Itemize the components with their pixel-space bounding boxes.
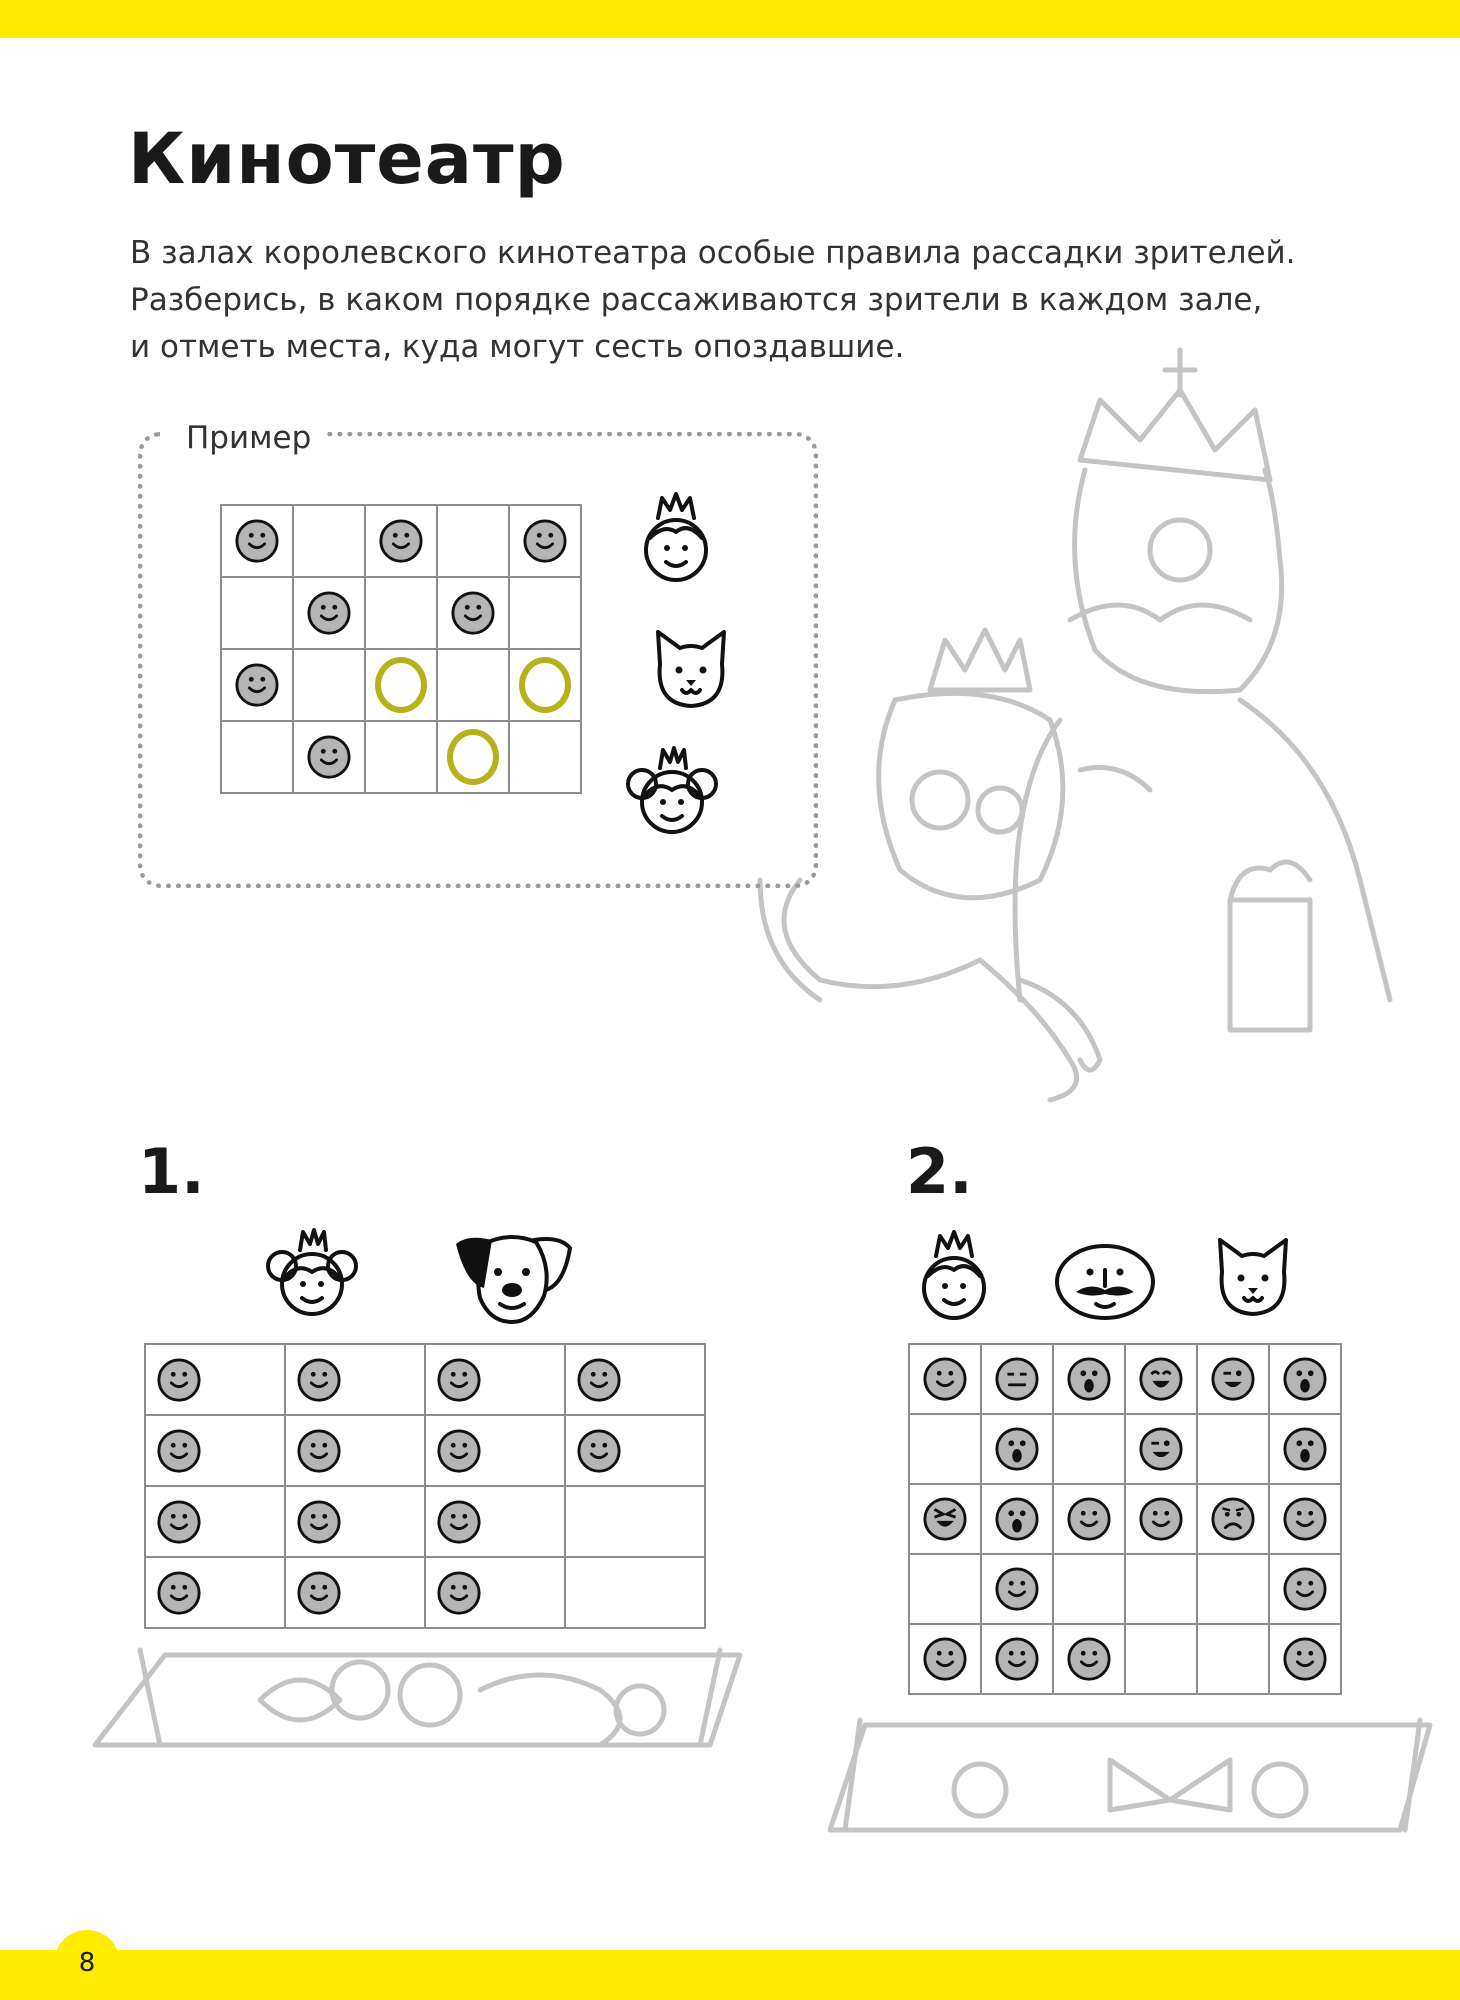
- seat: [509, 649, 581, 721]
- seat-content: [294, 578, 364, 648]
- viewer-face-icon: [994, 1426, 1040, 1472]
- seat: [285, 1557, 425, 1628]
- seat: [1053, 1484, 1125, 1554]
- seat: [425, 1557, 565, 1628]
- cat-tail-outline: [1020, 980, 1100, 1070]
- viewer-face-icon: [1282, 1356, 1328, 1402]
- seat: [437, 505, 509, 577]
- seat-row: [221, 577, 581, 649]
- king-crown-outline: [1080, 390, 1270, 480]
- seat: [365, 577, 437, 649]
- seat: [145, 1557, 285, 1628]
- viewer-face-icon: [1282, 1636, 1328, 1682]
- seat-content: [438, 506, 508, 576]
- seat-content: [910, 1415, 980, 1483]
- example-seat-grid: [220, 504, 582, 794]
- seat-row: [221, 649, 581, 721]
- viewer-face-icon: [436, 1570, 482, 1616]
- seat: [437, 577, 509, 649]
- task-number: 1.: [138, 1135, 205, 1208]
- seat: [1053, 1344, 1125, 1414]
- screen-1-shape: [480, 1675, 620, 1745]
- seat-content: [1054, 1415, 1124, 1483]
- seat-content: [146, 1345, 294, 1414]
- seat-content: [366, 578, 436, 648]
- seat-content: [982, 1555, 1052, 1623]
- viewer-face-icon: [156, 1570, 202, 1616]
- viewer-face-icon: [922, 1356, 968, 1402]
- prince-face-icon: [914, 1226, 994, 1330]
- seat: [293, 649, 365, 721]
- seat: [145, 1344, 285, 1415]
- seat-content: [510, 578, 580, 648]
- seat: [565, 1557, 705, 1628]
- seat: [1053, 1414, 1125, 1484]
- seat: [221, 505, 293, 577]
- screen-1-eye-b: [400, 1665, 460, 1725]
- seat-content: [510, 722, 580, 792]
- seat-content: [426, 1416, 574, 1485]
- seat: [221, 577, 293, 649]
- seat: [1125, 1344, 1197, 1414]
- prince-eye-left: [912, 772, 968, 828]
- seat: [221, 649, 293, 721]
- seat: [1125, 1484, 1197, 1554]
- seat-content: [566, 1558, 704, 1627]
- task-number: 2.: [906, 1135, 973, 1208]
- princess-face-icon: [262, 1222, 362, 1326]
- seat-row: [909, 1554, 1341, 1624]
- instruction-line: В залах королевского кинотеатра особые правила рассадки зрителей.: [130, 235, 1296, 271]
- seat: [1197, 1414, 1269, 1484]
- seat: [145, 1415, 285, 1486]
- seat-content: [910, 1555, 980, 1623]
- seat-content: [366, 506, 436, 576]
- seat-content: [294, 650, 364, 720]
- seat-content: [1198, 1345, 1268, 1413]
- king-body-outline: [1015, 700, 1390, 1000]
- viewer-face-icon: [1066, 1496, 1112, 1542]
- seat-content: [1126, 1485, 1196, 1553]
- seat: [425, 1415, 565, 1486]
- seat: [1053, 1554, 1125, 1624]
- seat-content: [1270, 1415, 1340, 1483]
- viewer-face-icon: [522, 518, 568, 564]
- seat: [909, 1484, 981, 1554]
- seat: [437, 649, 509, 721]
- seat: [565, 1344, 705, 1415]
- instruction-line: Разберись, в каком порядке рассаживаются зрители в каждом зале,: [130, 282, 1263, 318]
- seat-row: [909, 1624, 1341, 1694]
- seat: [981, 1344, 1053, 1414]
- king-mustache-outline: [1070, 605, 1250, 620]
- seat: [981, 1414, 1053, 1484]
- seat: [285, 1415, 425, 1486]
- viewer-face-icon: [306, 590, 352, 636]
- viewer-face-icon: [296, 1357, 342, 1403]
- answer-seat-marker: [375, 657, 427, 713]
- screen-2-paw-left: [954, 1764, 1006, 1816]
- seat: [1125, 1554, 1197, 1624]
- screen-2-paw-right: [1254, 1764, 1306, 1816]
- seat-content: [566, 1345, 714, 1414]
- seat: [365, 649, 437, 721]
- seat: [1197, 1484, 1269, 1554]
- seat-content: [286, 1558, 434, 1627]
- seat-content: [510, 650, 580, 720]
- seat: [425, 1344, 565, 1415]
- seat-content: [510, 506, 580, 576]
- seat-content: [426, 1487, 574, 1556]
- cat-outline: [784, 880, 1077, 1100]
- task-2-seat-grid: [908, 1343, 1342, 1695]
- seat-content: [286, 1416, 434, 1485]
- screen-1-nose: [616, 1686, 664, 1734]
- screen-2-outline: [830, 1725, 1430, 1830]
- viewer-face-icon: [436, 1428, 482, 1474]
- seat: [145, 1486, 285, 1557]
- viewer-face-icon: [378, 518, 424, 564]
- seat-content: [910, 1485, 980, 1553]
- seat-content: [1198, 1625, 1268, 1693]
- seat-content: [366, 650, 436, 720]
- seat: [909, 1624, 981, 1694]
- seat-content: [294, 722, 364, 792]
- viewer-face-icon: [1066, 1356, 1112, 1402]
- viewer-face-icon: [306, 734, 352, 780]
- seat-content: [910, 1625, 980, 1693]
- seat: [509, 577, 581, 649]
- viewer-face-icon: [576, 1428, 622, 1474]
- seat: [365, 505, 437, 577]
- viewer-face-icon: [1282, 1426, 1328, 1472]
- instruction-line: и отметь места, куда могут сесть опоздавшие.: [130, 329, 905, 365]
- viewer-face-icon: [156, 1499, 202, 1545]
- seat-content: [222, 650, 292, 720]
- viewer-face-icon: [922, 1496, 968, 1542]
- answer-seat-marker: [447, 729, 499, 785]
- seat-content: [286, 1487, 434, 1556]
- seat-content: [1270, 1345, 1340, 1413]
- seat-row: [221, 721, 581, 793]
- popcorn-box-outline: [1230, 900, 1310, 1030]
- seat: [565, 1415, 705, 1486]
- seat-row: [909, 1344, 1341, 1414]
- shoulder-outline: [760, 768, 1150, 1001]
- seat: [293, 505, 365, 577]
- seat: [909, 1554, 981, 1624]
- seat-content: [1054, 1555, 1124, 1623]
- seat: [1269, 1484, 1341, 1554]
- viewer-face-icon: [1210, 1496, 1256, 1542]
- seat: [365, 721, 437, 793]
- answer-seat-marker: [519, 657, 571, 713]
- viewer-face-icon: [1066, 1636, 1112, 1682]
- seat-content: [1054, 1485, 1124, 1553]
- seat: [425, 1486, 565, 1557]
- viewer-face-icon: [1210, 1356, 1256, 1402]
- viewer-face-icon: [1138, 1426, 1184, 1472]
- seat-content: [294, 506, 364, 576]
- prince-eye-right: [978, 788, 1022, 832]
- seat: [509, 721, 581, 793]
- seat: [1125, 1624, 1197, 1694]
- seat: [293, 721, 365, 793]
- seat: [1269, 1414, 1341, 1484]
- seat: [285, 1344, 425, 1415]
- seat: [509, 505, 581, 577]
- dog-face-icon: [448, 1228, 578, 1332]
- viewer-face-icon: [994, 1566, 1040, 1612]
- seat: [981, 1624, 1053, 1694]
- seat-content: [1126, 1415, 1196, 1483]
- seat-content: [438, 722, 508, 792]
- seat-content: [1198, 1555, 1268, 1623]
- seat-content: [1126, 1345, 1196, 1413]
- prince-head-outline: [879, 693, 1063, 897]
- seat: [981, 1484, 1053, 1554]
- viewer-face-icon: [1282, 1566, 1328, 1612]
- seat: [221, 721, 293, 793]
- seat-content: [910, 1345, 980, 1413]
- screen-2-bow: [1110, 1760, 1230, 1810]
- seat-content: [1198, 1485, 1268, 1553]
- viewer-face-icon: [994, 1356, 1040, 1402]
- seat-row: [909, 1484, 1341, 1554]
- prince-face-icon: [636, 488, 716, 592]
- viewer-face-icon: [1138, 1356, 1184, 1402]
- king-face-icon: [1050, 1238, 1160, 1328]
- seat-row: [909, 1414, 1341, 1484]
- cat-face-icon: [1208, 1232, 1298, 1326]
- seat-content: [1270, 1555, 1340, 1623]
- popcorn-top-outline: [1230, 862, 1310, 900]
- screen-1-fish: [260, 1680, 340, 1720]
- seat: [565, 1486, 705, 1557]
- seat-content: [286, 1345, 434, 1414]
- viewer-face-icon: [450, 590, 496, 636]
- seat-content: [222, 506, 292, 576]
- screen-1-eye-a: [332, 1662, 388, 1718]
- seat-content: [438, 650, 508, 720]
- page-number: 8: [54, 1930, 120, 1996]
- princess-face-icon: [622, 740, 722, 844]
- seat: [285, 1486, 425, 1557]
- seat-content: [1270, 1485, 1340, 1553]
- seat-content: [1198, 1415, 1268, 1483]
- viewer-face-icon: [156, 1357, 202, 1403]
- viewer-face-icon: [296, 1428, 342, 1474]
- seat-row: [145, 1486, 705, 1557]
- cat-face-icon: [646, 624, 736, 718]
- seat-content: [146, 1558, 294, 1627]
- seat-content: [146, 1487, 294, 1556]
- viewer-face-icon: [436, 1357, 482, 1403]
- viewer-face-icon: [994, 1636, 1040, 1682]
- seat: [1269, 1624, 1341, 1694]
- viewer-face-icon: [234, 662, 280, 708]
- seat-content: [566, 1416, 714, 1485]
- seat: [981, 1554, 1053, 1624]
- seat: [437, 721, 509, 793]
- seat-content: [366, 722, 436, 792]
- king-eye-outline: [1150, 520, 1210, 580]
- seat: [1197, 1624, 1269, 1694]
- seat-row: [145, 1557, 705, 1628]
- seat-content: [222, 722, 292, 792]
- seat-content: [1270, 1625, 1340, 1693]
- viewer-face-icon: [1138, 1496, 1184, 1542]
- seat-content: [426, 1345, 574, 1414]
- viewer-face-icon: [922, 1636, 968, 1682]
- seat-content: [146, 1416, 294, 1485]
- viewer-face-icon: [1282, 1496, 1328, 1542]
- viewer-face-icon: [576, 1357, 622, 1403]
- seat-content: [1126, 1555, 1196, 1623]
- seat: [293, 577, 365, 649]
- viewer-face-icon: [234, 518, 280, 564]
- seat-content: [982, 1345, 1052, 1413]
- seat-row: [145, 1415, 705, 1486]
- seat: [1197, 1554, 1269, 1624]
- seat-content: [982, 1625, 1052, 1693]
- seat: [1269, 1344, 1341, 1414]
- viewer-face-icon: [296, 1570, 342, 1616]
- instructions: [130, 230, 1350, 371]
- seat: [1197, 1344, 1269, 1414]
- seat-content: [982, 1415, 1052, 1483]
- seat: [909, 1414, 981, 1484]
- seat-content: [438, 578, 508, 648]
- seat-row: [221, 505, 581, 577]
- seat: [1053, 1624, 1125, 1694]
- seat: [1125, 1414, 1197, 1484]
- task-1-seat-grid: [144, 1343, 706, 1629]
- seat-content: [566, 1487, 704, 1556]
- seat-content: [1054, 1345, 1124, 1413]
- example-label: Пример: [160, 420, 325, 456]
- viewer-face-icon: [994, 1496, 1040, 1542]
- seat-content: [426, 1558, 574, 1627]
- viewer-face-icon: [156, 1428, 202, 1474]
- seat-content: [222, 578, 292, 648]
- seat-content: [1054, 1625, 1124, 1693]
- page-title: Кинотеатр: [128, 118, 566, 200]
- prince-crown-outline: [930, 630, 1030, 690]
- seat-content: [982, 1485, 1052, 1553]
- seat-content: [1126, 1625, 1196, 1693]
- seat-row: [145, 1344, 705, 1415]
- viewer-face-icon: [436, 1499, 482, 1545]
- viewer-face-icon: [296, 1499, 342, 1545]
- seat: [909, 1344, 981, 1414]
- seat: [1269, 1554, 1341, 1624]
